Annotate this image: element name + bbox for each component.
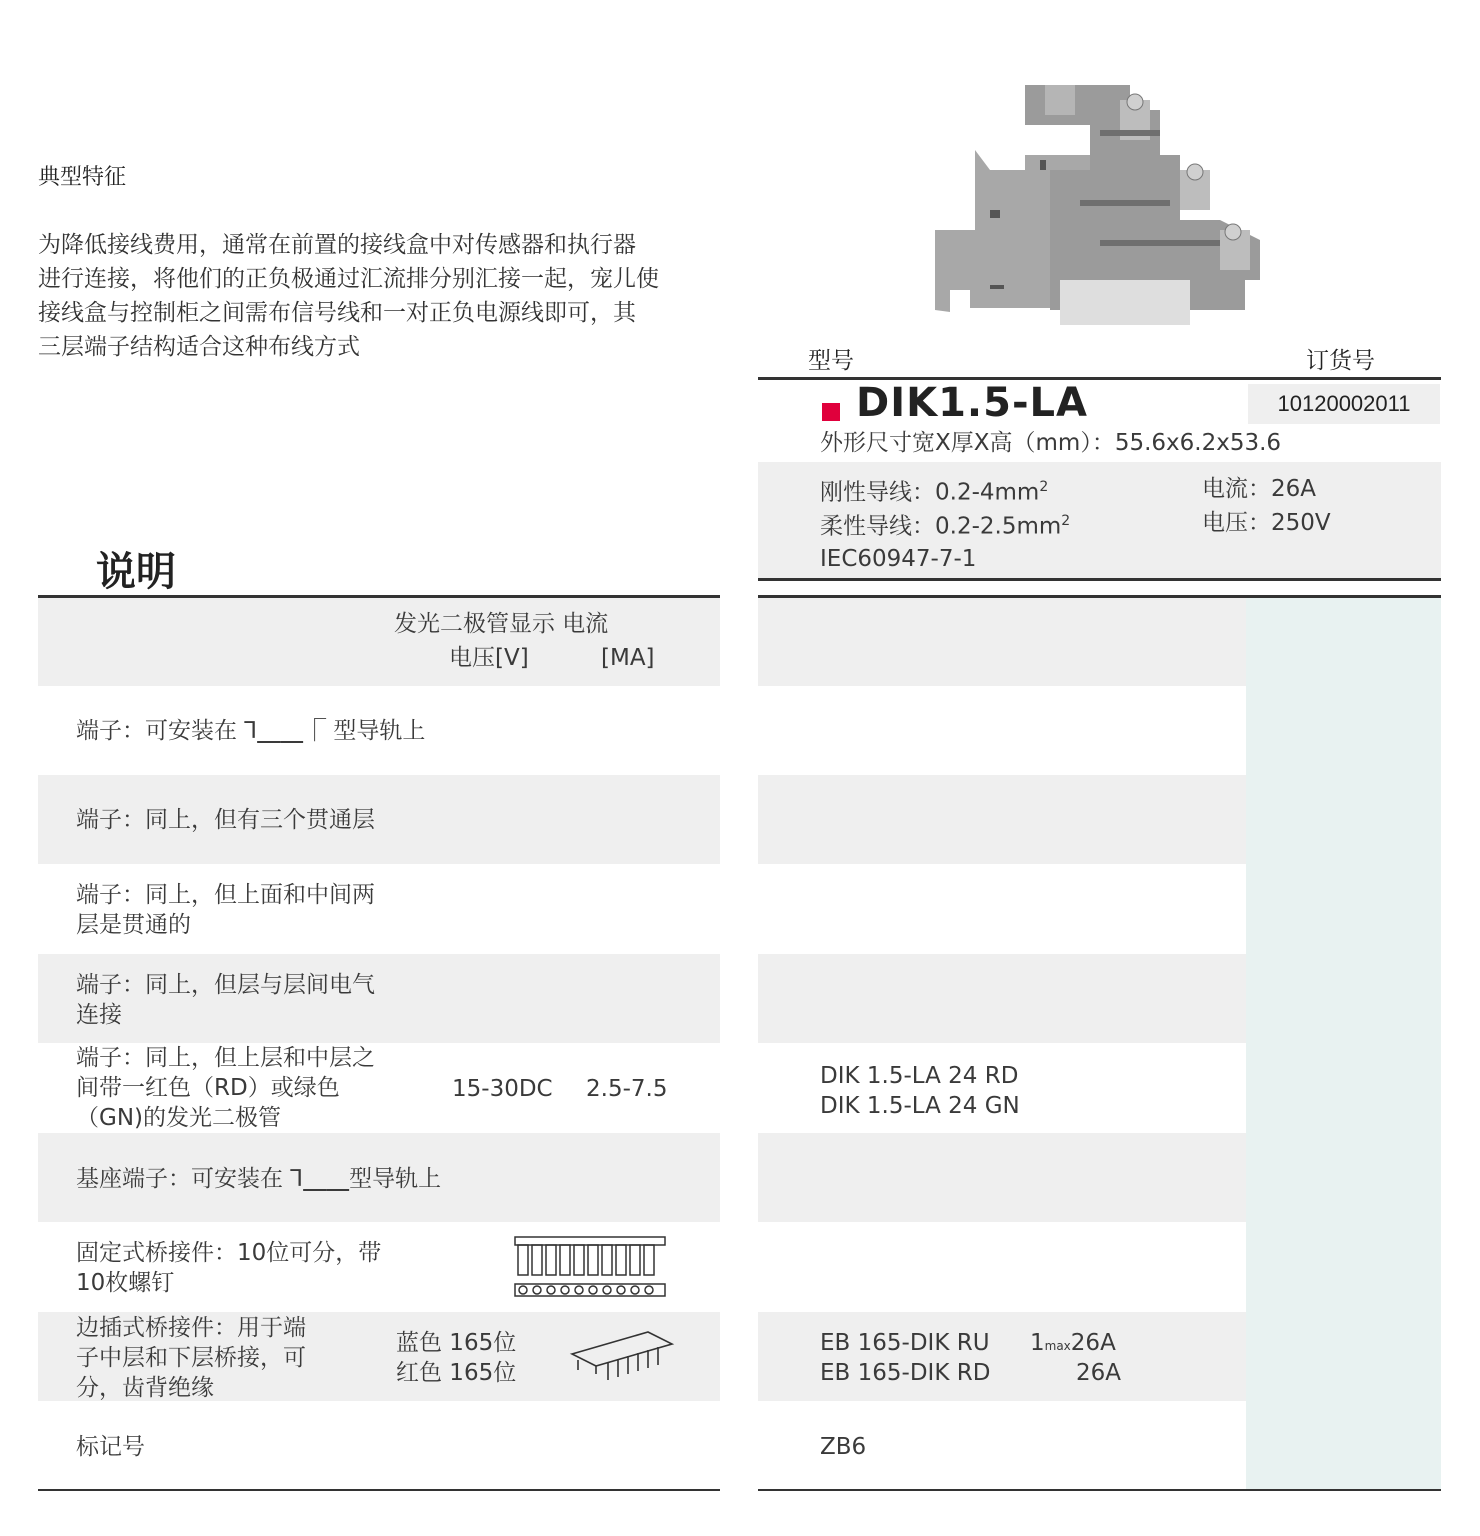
flexible-wire-spec: 柔性导线：$0.2-2.5mm^2$ xyxy=(820,513,1071,540)
row-model: DIK 1.5-LA 24 GN xyxy=(820,1093,1020,1119)
row-desc: 端子：同上，但有三个贯通层 xyxy=(76,807,375,833)
row-color: 红色 165位 xyxy=(396,1360,517,1386)
product-name: DIK1.5-LA xyxy=(856,380,1088,426)
row-desc: 10枚螺钉 xyxy=(76,1270,175,1296)
row-model: EB 165-DIK RD xyxy=(820,1360,991,1386)
row-desc: 标记号 xyxy=(76,1434,145,1460)
fixed-bridge-image xyxy=(514,1236,666,1298)
row-band xyxy=(758,775,1246,864)
current-spec: 电流：26A xyxy=(1202,476,1317,502)
row-desc: 端子：可安装在 ⅂⎽⎽⎾ 型导轨上 xyxy=(76,718,426,744)
row-desc: 连接 xyxy=(76,1002,122,1028)
voltage-spec: 电压：250V xyxy=(1202,510,1331,536)
product-dimensions: 外形尺寸宽X厚X高（mm）：55.6x6.2x53.6 xyxy=(820,430,1282,456)
features-line: 为降低接线费用，通常在前置的接线盒中对传感器和执行器 xyxy=(38,232,636,258)
row-desc: （GN)的发光二极管 xyxy=(76,1105,282,1131)
row-desc: 端子：同上，但层与层间电气 xyxy=(76,972,375,998)
row-current: 2.5-7.5 xyxy=(586,1076,668,1102)
row-band xyxy=(758,1133,1246,1222)
product-image xyxy=(930,80,1270,330)
model-column-label: 型号 xyxy=(808,348,854,374)
row-desc: 边插式桥接件：用于端 xyxy=(76,1315,306,1341)
row-rating: 1max26A xyxy=(1030,1330,1116,1356)
row-color: 蓝色 165位 xyxy=(396,1330,517,1356)
features-text xyxy=(38,228,728,364)
standard: IEC60947-7-1 xyxy=(820,546,977,572)
red-marker xyxy=(822,403,840,421)
row-desc: 间带一红色（RD）或绿色 xyxy=(76,1075,340,1101)
features-title: 典型特征 xyxy=(38,165,127,190)
features-line: 进行连接，将他们的正负极通过汇流排分别汇接一起，宠儿使 xyxy=(38,266,659,292)
row-desc: 端子：同上，但上面和中间两 xyxy=(76,882,375,908)
row-desc: 分，齿背绝缘 xyxy=(76,1375,214,1401)
edge-bridge-image xyxy=(568,1326,676,1386)
table-header-current: [MA] xyxy=(601,645,655,671)
row-rating: 26A xyxy=(1076,1360,1122,1386)
row-desc: 层是贯通的 xyxy=(76,912,191,938)
row-desc: 固定式桥接件：10位可分，带 xyxy=(76,1240,382,1266)
table-header-voltage: 电压[V] xyxy=(449,645,529,671)
row-model: DIK 1.5-LA 24 RD xyxy=(820,1063,1019,1089)
table-bottom-rule-right xyxy=(758,1489,1441,1491)
table-bottom-rule xyxy=(38,1489,720,1491)
row-band xyxy=(758,954,1246,1043)
rigid-wire-spec: 刚性导线：$0.2-4mm^2$ xyxy=(820,479,1049,506)
row-voltage: 15-30DC xyxy=(452,1076,553,1102)
table-header-led: 发光二极管显示 电流 xyxy=(394,611,609,637)
row-band xyxy=(758,598,1246,686)
row-desc: 基座端子：可安装在 ⅂⎽⎽型导轨上 xyxy=(76,1166,442,1192)
row-desc: 子中层和下层桥接，可 xyxy=(76,1345,306,1371)
order-column-label: 订货号 xyxy=(1306,348,1375,374)
features-line: 三层端子结构适合这种布线方式 xyxy=(38,334,360,360)
order-number: 10120002011 xyxy=(1248,384,1440,424)
row-model: EB 165-DIK RU xyxy=(820,1330,990,1356)
row-desc: 端子：同上，但上层和中层之 xyxy=(76,1045,375,1071)
features-line: 接线盒与控制柜之间需布信号线和一对正负电源线即可，其 xyxy=(38,300,636,326)
description-title: 说明 xyxy=(96,549,176,595)
row-model: ZB6 xyxy=(820,1434,867,1460)
order-column-band xyxy=(1246,598,1441,1490)
specs-rule xyxy=(758,578,1441,581)
